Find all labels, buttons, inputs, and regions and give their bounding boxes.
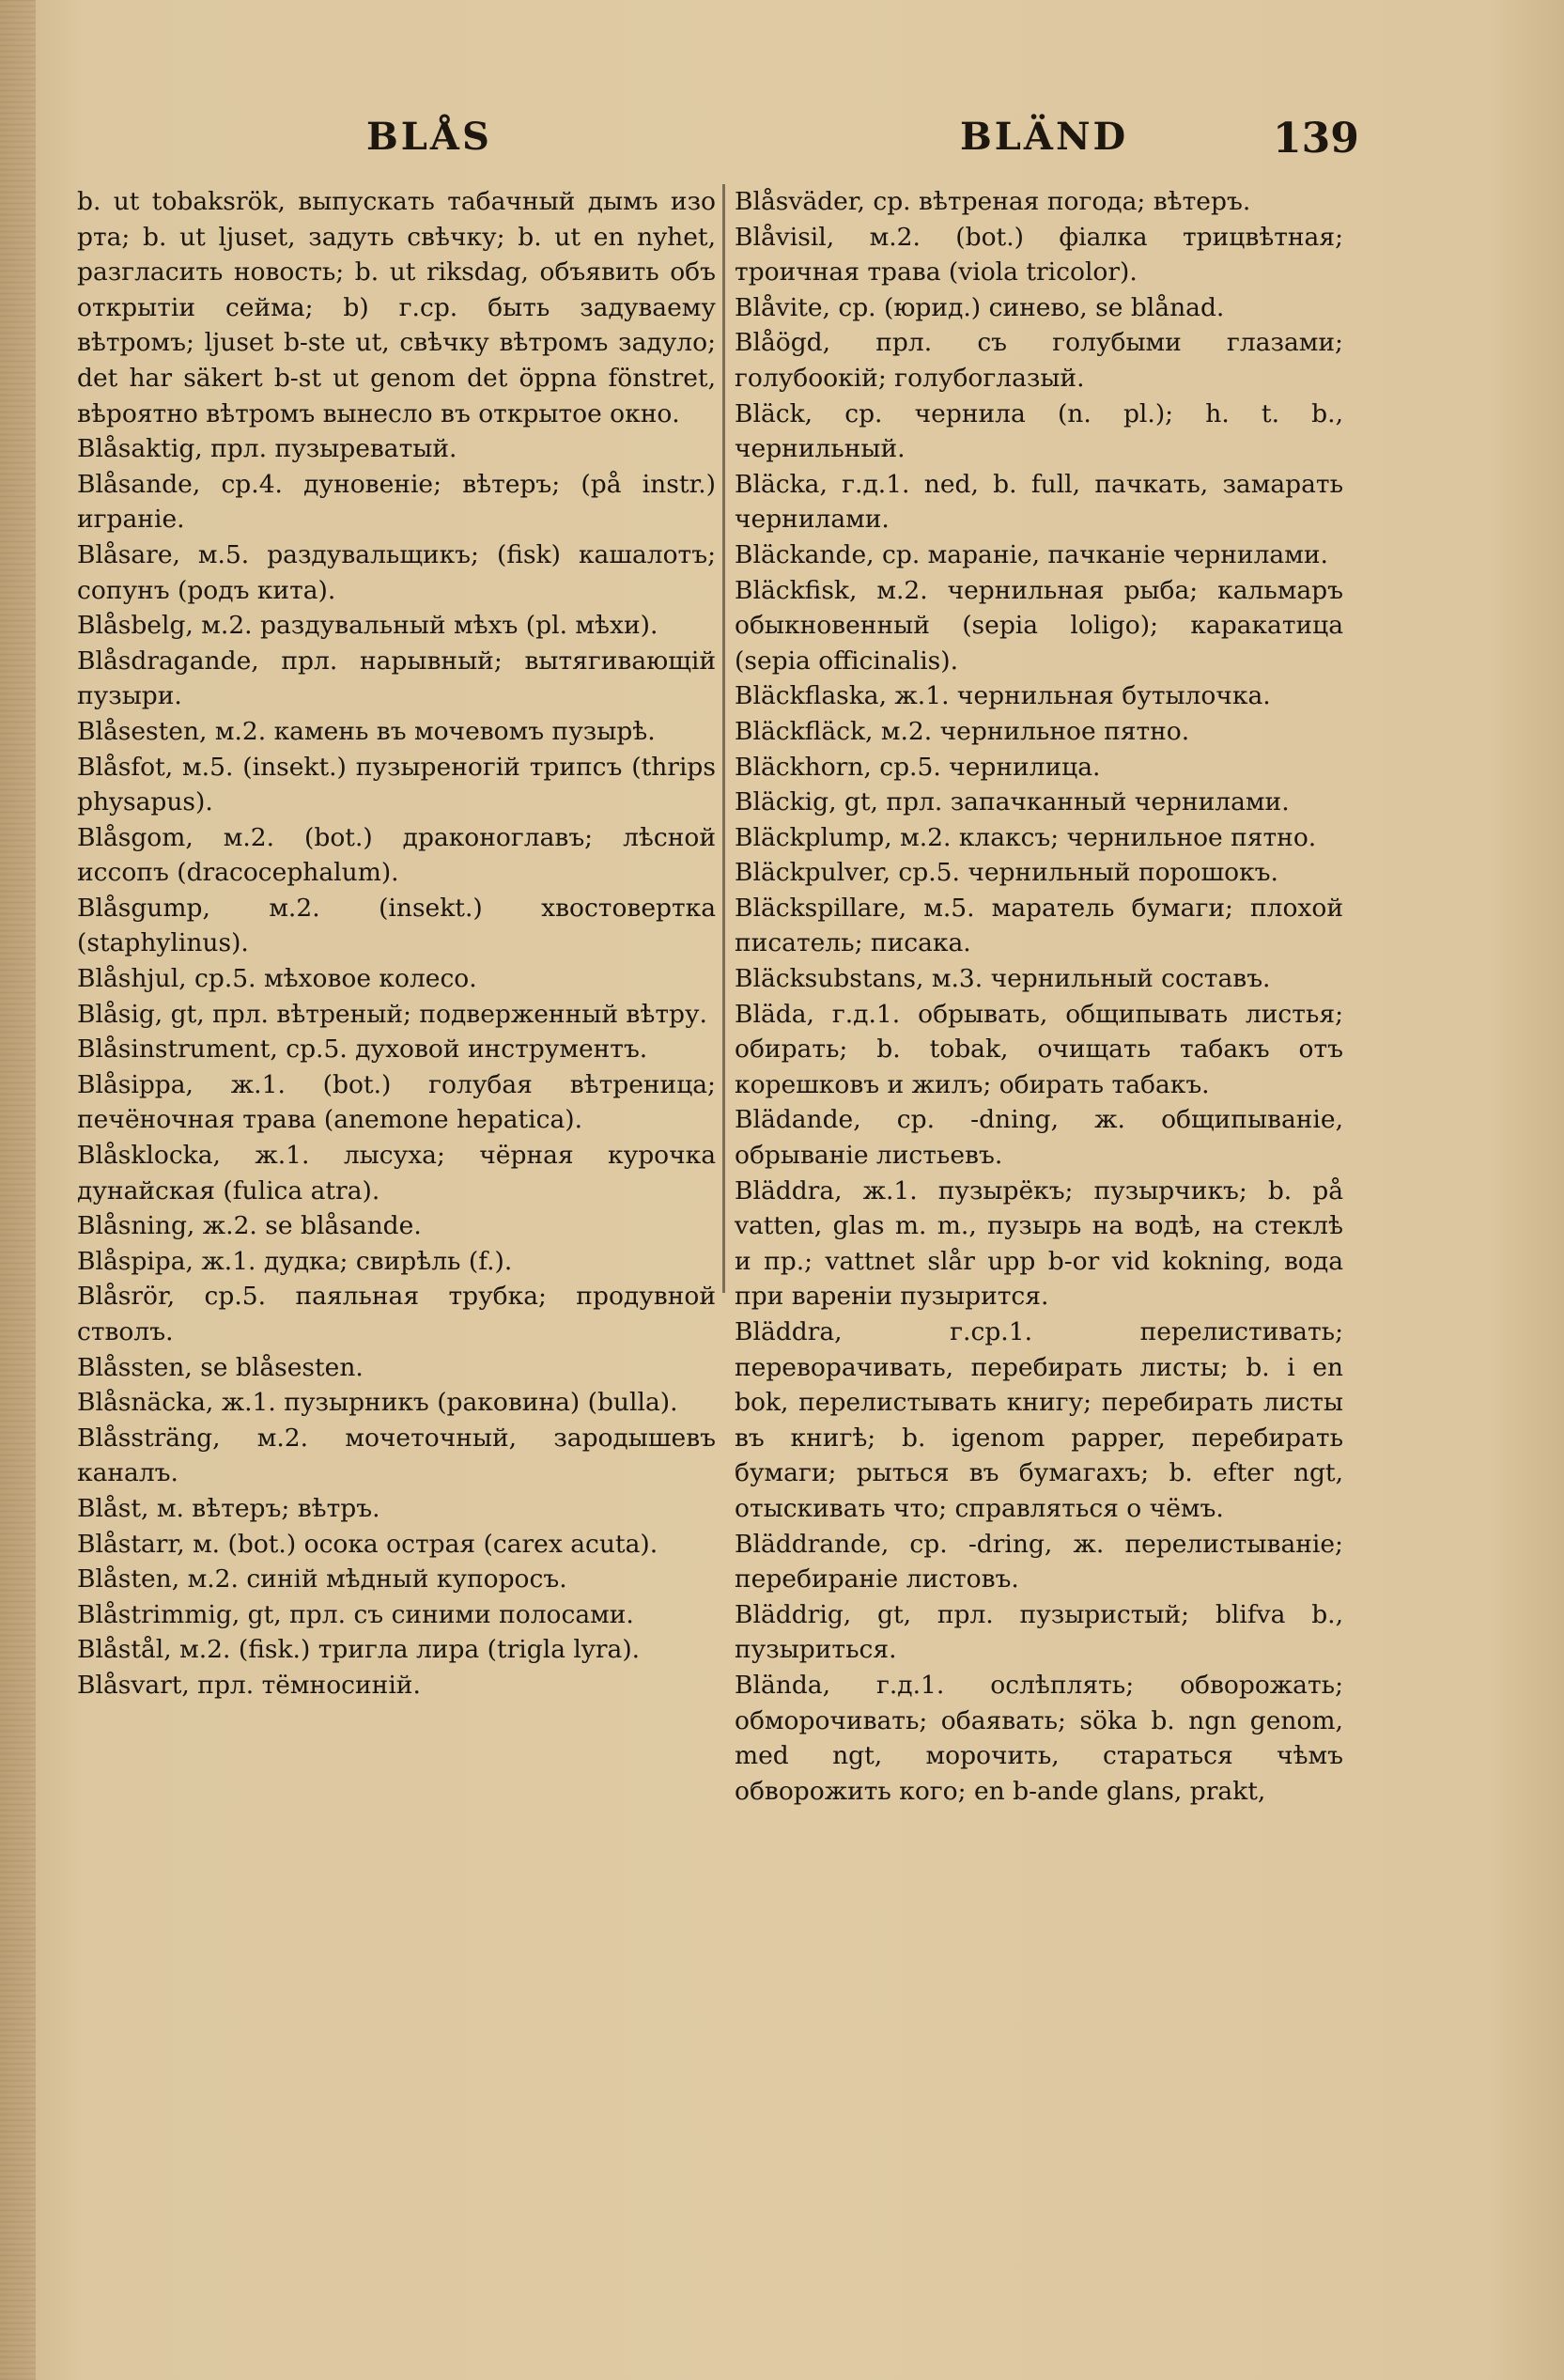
entry: Bläckfisk, м.2. чернильная рыба; кальмаръ обыкновенный (sepia loligo); каракатица (sepia officinalis). <box>735 575 1343 676</box>
right-column <box>735 184 1343 1809</box>
entry: Blåst, м. вѣтеръ; вѣтръ. <box>77 1493 380 1523</box>
entry: Bläckplump, м.2. клаксъ; чернильное пятно. <box>735 822 1317 852</box>
entry: Blåsgom, м.2. (bot.) драконоглавъ; лѣсной иссопъ (dracocephalum). <box>77 822 716 888</box>
entry: Blåsdragande, прл. нарывный; вытягивающій пузыри. <box>77 646 716 711</box>
left-guide-word: BLÅS <box>366 115 492 159</box>
entry: Bläddrig, gt, прл. пузыристый; blifva b., пузыриться. <box>735 1599 1343 1665</box>
entry: Blädande, ср. -dning, ж. общипываніе, обрываніе листьевъ. <box>735 1105 1343 1171</box>
entry: Bläda, г.д.1. обрывать, общипывать листья; обирать; b. tobak, очищать табакъ отъ корешковъ и жилъ; обирать табакъ. <box>735 999 1343 1099</box>
column-divider <box>722 184 725 1293</box>
entry: Blåssten, se blåsesten. <box>77 1352 364 1382</box>
entry: Bläddra, г.ср.1. перелистивать; переворачивать, перебирать листы; b. i en bok, перелистывать книгу; перебирать листы въ книгѣ; b. igenom papper, перебирать бумаги; рыться въ бумагахъ; b. efter ngt, отыскивать что; справляться о чёмъ. <box>735 1317 1343 1523</box>
entry: Blåsvart, прл. тёмносиній. <box>77 1670 421 1700</box>
entry: Blåsgump, м.2. (insekt.) хвостовертка (staphylinus). <box>77 893 716 958</box>
entry: Blåögd, прл. съ голубыми глазами; голубоокій; голубоглазый. <box>735 328 1343 393</box>
entry: Bläckande, ср. мараніе, пачканіе чернилами. <box>735 539 1328 569</box>
left-column <box>77 184 716 1703</box>
entry: Bläddra, ж.1. пузырёкъ; пузырчикъ; b. på vatten, glas m. m., пузырь на водѣ, на стеклѣ и пр.; vattnet slår upp b-or vid kokning, вода при вареніи пузырится. <box>735 1175 1343 1312</box>
entry: Bläcksubstans, м.3. чернильный составъ. <box>735 964 1271 994</box>
entry: Bläckflaska, ж.1. чернильная бутылочка. <box>735 681 1271 711</box>
entry: Bläckspillare, м.5. маратель бумаги; плохой писатель; писака. <box>735 893 1343 958</box>
page-edge <box>0 0 36 2380</box>
entry: Blåsippa, ж.1. (bot.) голубая вѣтреница; печёночная трава (anemone hepatica). <box>77 1069 716 1135</box>
entry: Blåstrimmig, gt, прл. съ синими полосами. <box>77 1599 634 1629</box>
entry: Blåstarr, м. (bot.) осока острая (carex acuta). <box>77 1529 658 1559</box>
entry: Blåsväder, ср. вѣтреная погода; вѣтеръ. <box>735 187 1251 216</box>
entry: Blåsnäcka, ж.1. пузырникъ (раковина) (bulla). <box>77 1388 678 1418</box>
entry: Blända, г.д.1. ослѣплять; обворожать; обморочивать; обаявать; söka b. ngn genom, med ngt, морочить, стараться чѣмъ обворожить кого; en b-ande glans, prakt, <box>735 1670 1343 1806</box>
entry: Blåshjul, ср.5. мѣховое колесо. <box>77 964 477 994</box>
entry: Blåsrör, ср.5. паяльная трубка; продувной стволъ. <box>77 1282 716 1346</box>
entry: Blåsig, gt, прл. вѣтреный; подверженный вѣтру. <box>77 999 707 1029</box>
entry: Blåsfot, м.5. (insekt.) пузыреногій трипсъ (thrips physapus). <box>77 752 716 817</box>
entry: Blåsten, м.2. синій мѣдный купоросъ. <box>77 1564 567 1594</box>
entry: Bläckpulver, ср.5. чернильный порошокъ. <box>735 858 1278 888</box>
entry: Bläckig, gt, прл. запачканный чернилами. <box>735 787 1290 817</box>
entry: b. ut tobaksrök, выпускать табачный дымъ изо рта; b. ut ljuset, задуть свѣчку; b. ut en nyhet, разгласить новость; b. ut riksdag, объявить объ открытіи сейма; b) г.ср. быть задуваему вѣтромъ; ljuset b-ste ut, свѣчку вѣтромъ задуло; det har säkert b-st ut genom det öppna fönstret, вѣроятно вѣтромъ вынесло въ открытое окно. <box>77 187 716 428</box>
entry: Blåstål, м.2. (fisk.) тригла лира (trigla lyra). <box>77 1635 641 1665</box>
entry: Bläck, ср. чернила (n. pl.); h. t. b., чернильный. <box>735 398 1343 464</box>
entry: Blåspipa, ж.1. дудка; свирѣль (f.). <box>77 1246 513 1276</box>
entry: Blåsande, ср.4. дуновеніе; вѣтеръ; (på instr.) играніе. <box>77 469 716 535</box>
entry: Blåvisil, м.2. (bot.) фіалка трицвѣтная; троичная трава (viola tricolor). <box>735 222 1343 288</box>
entry: Blåvite, ср. (юрид.) синево, se blånad. <box>735 292 1225 322</box>
entry: Blåssträng, м.2. мочеточный, зародышевъ каналъ. <box>77 1423 716 1488</box>
entry: Bläddrande, ср. -dring, ж. перелистываніе; перебираніе листовъ. <box>735 1529 1343 1594</box>
page-number: 139 <box>1273 115 1359 163</box>
page-header <box>0 115 1564 171</box>
entry: Blåsinstrument, ср.5. духовой инструментъ. <box>77 1034 648 1065</box>
right-guide-word: BLÄND <box>960 115 1129 159</box>
entry: Bläckhorn, ср.5. чернилица. <box>735 752 1101 782</box>
entry: Bläckfläck, м.2. чернильное пятно. <box>735 716 1190 746</box>
entry: Blåsaktig, прл. пузыреватый. <box>77 434 457 464</box>
entry: Blåsklocka, ж.1. лысуха; чёрная курочка дунайская (fulica atra). <box>77 1141 716 1206</box>
entry: Blåsning, ж.2. se blåsande. <box>77 1211 422 1241</box>
entry: Blåsesten, м.2. камень въ мочевомъ пузырѣ. <box>77 716 656 746</box>
entry: Blåsare, м.5. раздувальщикъ; (fisk) кашалотъ; сопунъ (родъ кита). <box>77 539 716 605</box>
entry: Bläcka, г.д.1. ned, b. full, пачкать, замарать чернилами. <box>735 469 1343 535</box>
entry: Blåsbelg, м.2. раздувальный мѣхъ (pl. мѣхи). <box>77 611 658 641</box>
